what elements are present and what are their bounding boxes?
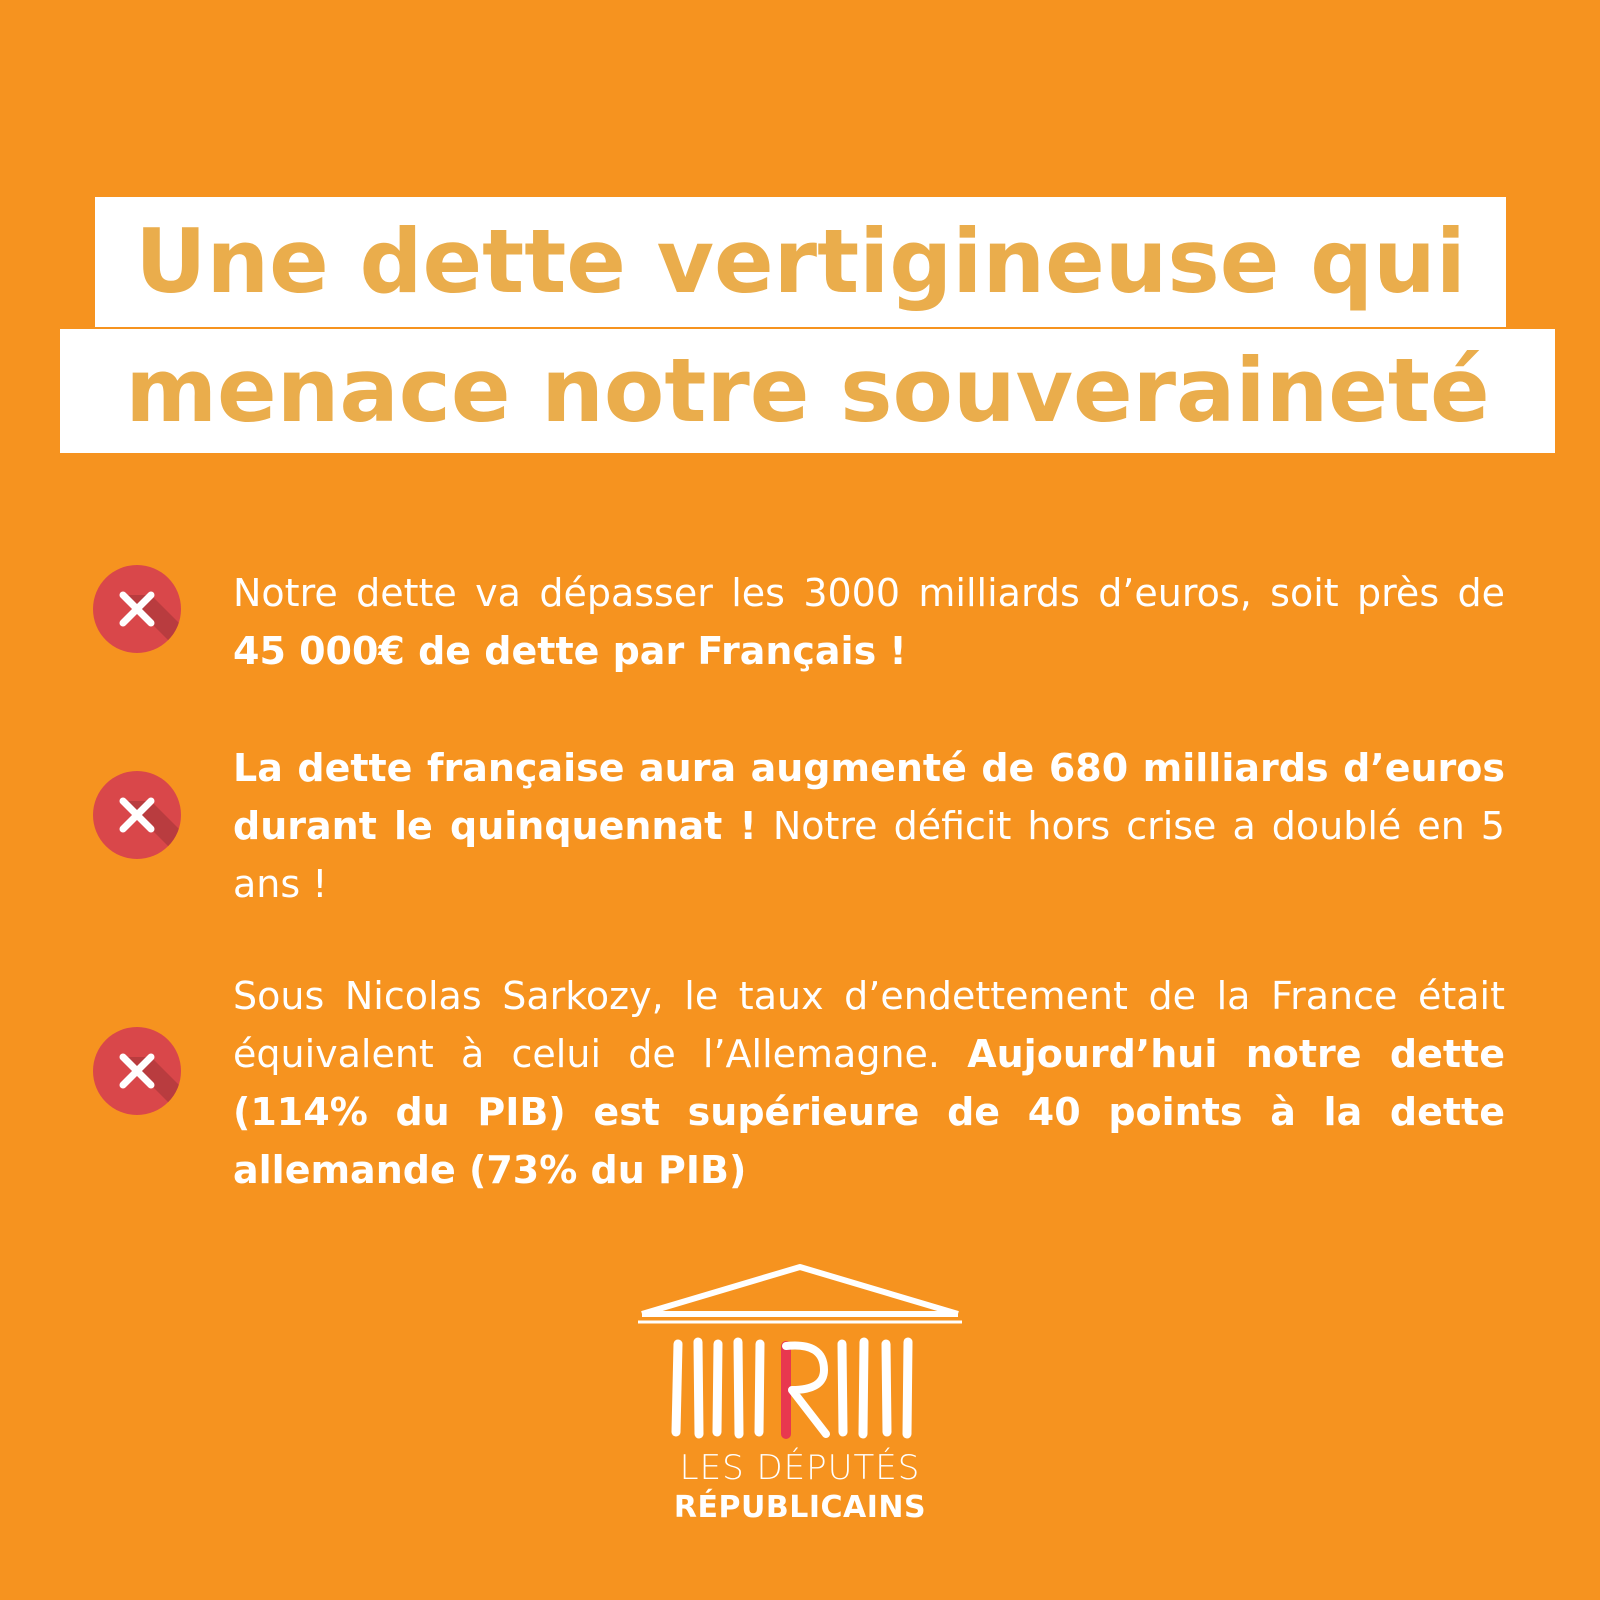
bullet-text: La dette française aura augmenté de 680 milliards d’euros durant le quinquennat ! Notre déficit hors crise a doublé en 5 ans !	[233, 746, 1505, 906]
bullet-text: Sous Nicolas Sarkozy, le taux d’endettement de la France était équivalent à celui de l’Allemagne. Aujourd’hui notre dette (114% du PIB) est supérieure de 40 points à la dette allemande (73% du PIB)	[233, 974, 1505, 1192]
title-line-2: menace notre souveraineté	[125, 339, 1490, 442]
logo-line-2: RÉPUBLICAINS	[673, 1490, 927, 1525]
bullet-text: Notre dette va dépasser les 3000 milliards d’euros, soit près de 45 000€ de dette par Français !	[233, 571, 1505, 673]
title-band-2	[60, 329, 1555, 453]
logo-line-1: LES DÉPUTÉS	[679, 1448, 921, 1488]
close-icon	[93, 771, 181, 859]
title-line-1: Une dette vertigineuse qui	[135, 210, 1466, 313]
title-band-1	[95, 197, 1506, 327]
close-icon	[93, 565, 181, 653]
close-icon	[93, 1027, 181, 1115]
